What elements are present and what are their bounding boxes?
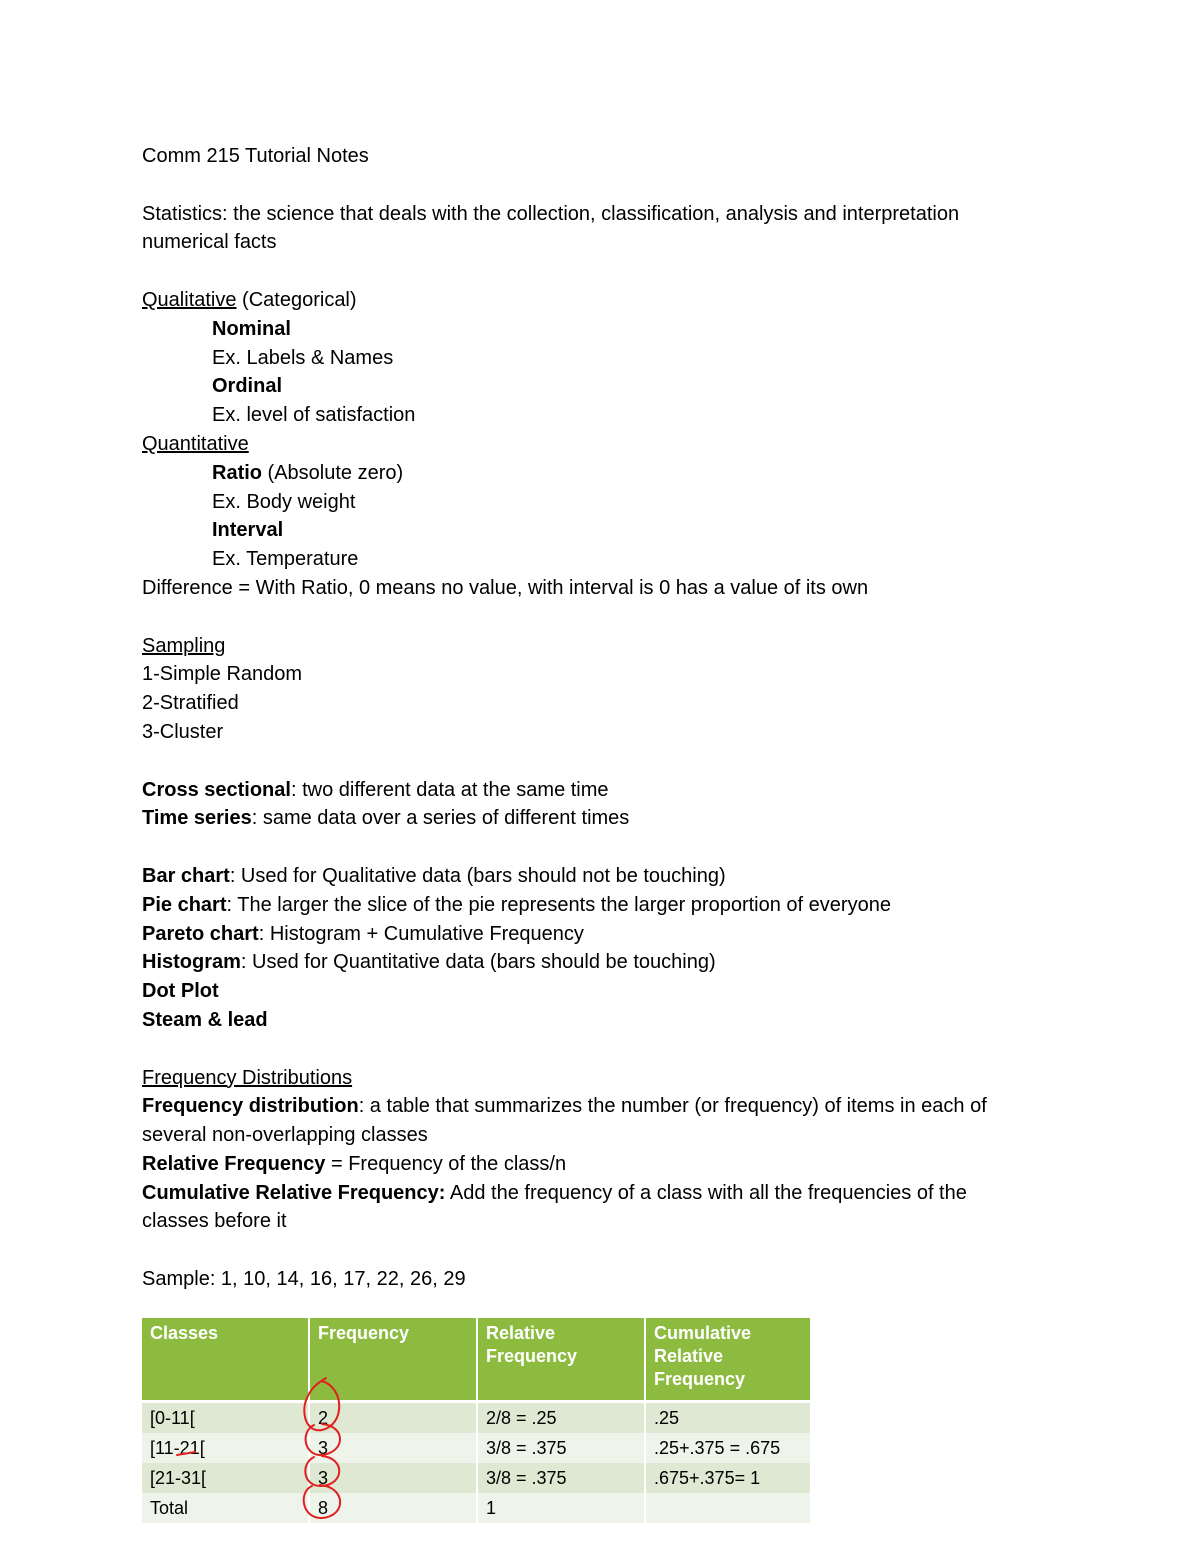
ratio-term: Ratio (212, 461, 262, 484)
table-cell: .25+.375 = .675 (645, 1433, 811, 1463)
page-title: Comm 215 Tutorial Notes (142, 145, 369, 167)
sampling-item: 1-Simple Random (142, 663, 303, 686)
chart-term: Dot Plot (142, 980, 219, 1003)
qualitative-paren: (Categorical) (236, 288, 357, 311)
rf-def: = Frequency of the class/n (325, 1152, 567, 1175)
qualitative-heading (142, 286, 1062, 315)
data-type-term: Time series (142, 807, 252, 830)
rf-term: Relative Frequency (142, 1152, 326, 1175)
ordinal-example: Ex. level of satisfaction (212, 404, 416, 427)
table-cell: 2/8 = .25 (477, 1402, 645, 1434)
chart-pareto (142, 920, 1062, 949)
ratio-example: Ex. Body weight (212, 490, 356, 513)
table-header-cell: Cumulative Relative Frequency (645, 1318, 811, 1402)
ratio-paren: (Absolute zero) (262, 461, 404, 484)
table-cell: 8 (309, 1493, 477, 1523)
chart-steam-lead (142, 1006, 1062, 1035)
table-header-cell: Classes (142, 1318, 309, 1402)
table-cell: Total (142, 1493, 309, 1523)
table-cell: 3/8 = .375 (477, 1463, 645, 1493)
interval-term: Interval (212, 519, 284, 542)
table-cell: 2 (309, 1402, 477, 1434)
frequency-distribution-def-cont: several non-overlapping classes (142, 1124, 428, 1147)
table-row (142, 1463, 811, 1493)
statistics-def-text: : the science that deals with the collection, classification, analysis and interpretation (222, 202, 960, 225)
data-type-def: : same data over a series of different times (251, 807, 630, 830)
chart-term: Pareto chart (142, 922, 259, 945)
table-cell: .25 (645, 1402, 811, 1434)
cumulative-relative-frequency-def-cont: classes before it (142, 1210, 287, 1233)
table-header-cell: Relative Frequency (477, 1318, 645, 1402)
chart-term: Histogram (142, 951, 241, 974)
table-cell: [0-11[ (142, 1402, 309, 1434)
chart-dot-plot (142, 977, 1062, 1006)
nominal-term: Nominal (212, 317, 291, 340)
chart-def: : Used for Quantitative data (bars should be touching) (240, 951, 716, 974)
ratio-line (142, 459, 1062, 488)
statistics-term: Statistics (142, 202, 223, 225)
table-header-cell: Frequency (309, 1318, 477, 1402)
fd-def: : a table that summarizes the number (or frequency) of items in each of (358, 1095, 987, 1118)
fd-term: Frequency distribution (142, 1095, 359, 1118)
data-type-cross-sectional (142, 776, 1062, 805)
document-page (142, 142, 1062, 1294)
nominal-example: Ex. Labels & Names (212, 346, 394, 369)
frequency-heading: Frequency Distributions (142, 1066, 353, 1089)
crf-term: Cumulative Relative Frequency: (142, 1181, 446, 1204)
table-row (142, 1402, 811, 1434)
chart-bar (142, 862, 1062, 891)
statistics-definition (142, 200, 1062, 229)
chart-term: Steam & lead (142, 1008, 268, 1031)
chart-def: : The larger the slice of the pie represents the larger proportion of everyone (226, 893, 891, 916)
sampling-heading: Sampling (142, 634, 226, 657)
table-cell: 3 (309, 1433, 477, 1463)
chart-term: Pie chart (142, 893, 227, 916)
interval-example: Ex. Temperature (212, 548, 359, 571)
ordinal-term: Ordinal (212, 375, 283, 398)
relative-frequency-def (142, 1150, 1062, 1179)
data-type-def: : two different data at the same time (290, 778, 609, 801)
frequency-distribution-def (142, 1092, 1062, 1121)
sampling-item: 3-Cluster (142, 720, 224, 743)
sample-line: Sample: 1, 10, 14, 16, 17, 22, 26, 29 (142, 1268, 466, 1291)
table-cell: 1 (477, 1493, 645, 1523)
table-cell: [21-31[ (142, 1463, 309, 1493)
table-cell (645, 1493, 811, 1523)
qualitative-label: Qualitative (142, 288, 237, 311)
chart-def: : Used for Qualitative data (bars should not be touching) (229, 864, 726, 887)
crf-def: Add the frequency of a class with all the frequencies of the (445, 1181, 967, 1204)
table-cell: 3/8 = .375 (477, 1433, 645, 1463)
table-cell: 3 (309, 1463, 477, 1493)
chart-def: : Histogram + Cumulative Frequency (258, 922, 584, 945)
table-row (142, 1493, 811, 1523)
table-header-row (142, 1318, 811, 1402)
chart-histogram (142, 948, 1062, 977)
table-row (142, 1433, 811, 1463)
statistics-definition-cont: numerical facts (142, 231, 277, 254)
table-cell: [11-21[ (142, 1433, 309, 1463)
chart-term: Bar chart (142, 864, 230, 887)
frequency-table (142, 1318, 812, 1523)
table-cell: .675+.375= 1 (645, 1463, 811, 1493)
cumulative-relative-frequency-def (142, 1179, 1062, 1208)
sampling-item: 2-Stratified (142, 692, 239, 715)
chart-pie (142, 891, 1062, 920)
difference-note: Difference = With Ratio, 0 means no value, with interval is 0 has a value of its own (142, 576, 869, 599)
data-type-time-series (142, 804, 1062, 833)
quantitative-heading: Quantitative (142, 432, 249, 455)
data-type-term: Cross sectional (142, 778, 291, 801)
